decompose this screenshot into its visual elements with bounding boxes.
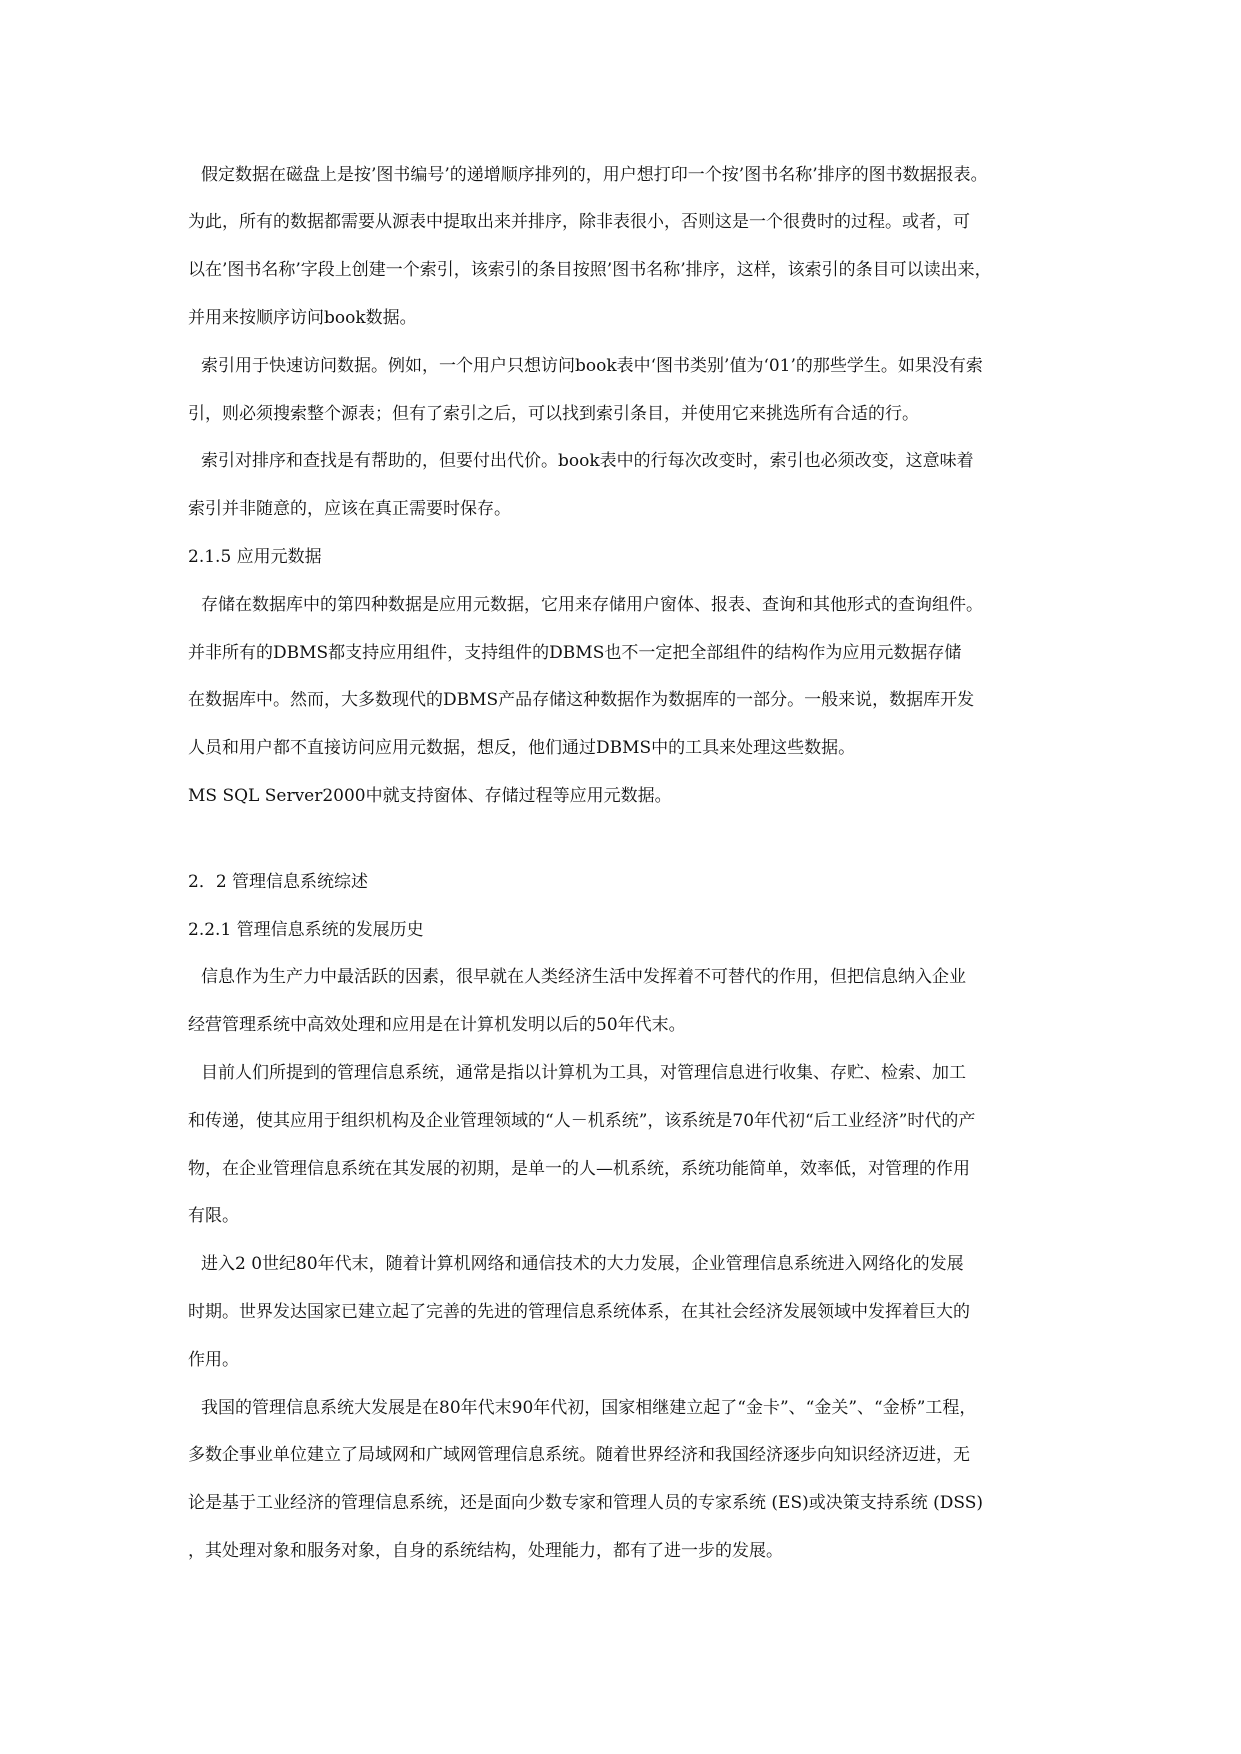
section-heading: 2.1.5 应用元数据: [188, 547, 322, 567]
subsection-heading: 2.2.1 管理信息系统的发展历史: [188, 920, 424, 940]
paragraph-line: 多数企事业单位建立了局域网和广域网管理信息系统。随着世界经济和我国经济逐步向知识经济迈进，无: [188, 1445, 970, 1465]
paragraph-line: 人员和用户都不直接访问应用元数据，想反，他们通过DBMS中的工具来处理这些数据。: [188, 738, 856, 758]
paragraph-line: 时期。世界发达国家已建立起了完善的先进的管理信息系统体系，在其社会经济发展领域中发挥着巨大的: [188, 1302, 970, 1322]
paragraph-line: 假定数据在磁盘上是按’图书编号’的递增顺序排列的，用户想打印一个按’图书名称’排序的图书数据报表。: [201, 165, 988, 185]
paragraph-line: 信息作为生产力中最活跃的因素，很早就在人类经济生活中发挥着不可替代的作用，但把信息纳入企业: [201, 967, 966, 987]
paragraph-line: 引，则必须搜索整个源表；但有了索引之后，可以找到索引条目，并使用它来挑选所有合适的行。: [188, 404, 919, 424]
paragraph-line: 进入2 0世纪80年代末，随着计算机网络和通信技术的大力发展，企业管理信息系统进入网络化的发展: [201, 1254, 964, 1274]
paragraph-line: 并用来按顺序访问book数据。: [188, 308, 417, 328]
paragraph-line: 和传递，使其应用于组织机构及企业管理领域的“人－机系统”，该系统是70年代初“后工业经济”时代的产: [188, 1111, 976, 1131]
paragraph-line: 作用。: [188, 1350, 239, 1370]
paragraph-line: 物，在企业管理信息系统在其发展的初期，是单一的人—机系统，系统功能简单，效率低，对管理的作用: [188, 1159, 970, 1179]
paragraph-line: 索引对排序和查找是有帮助的，但要付出代价。book表中的行每次改变时，索引也必须改变，这意味着: [201, 451, 974, 471]
paragraph-line: 索引用于快速访问数据。例如，一个用户只想访问book表中‘图书类别’值为‘01’的那些学生。如果没有索: [201, 356, 983, 376]
paragraph-line: 存储在数据库中的第四种数据是应用元数据，它用来存储用户窗体、报表、查询和其他形式的查询组件。: [201, 595, 983, 615]
paragraph-line: ，其处理对象和服务对象，自身的系统结构，处理能力，都有了进一步的发展。: [188, 1541, 783, 1561]
paragraph-line: 有限。: [188, 1206, 239, 1226]
paragraph-line: 经营管理系统中高效处理和应用是在计算机发明以后的50年代末。: [188, 1015, 686, 1035]
paragraph-line: 并非所有的DBMS都支持应用组件，支持组件的DBMS也不一定把全部组件的结构作为应用元数据存储: [188, 643, 962, 663]
paragraph-line: 以在’图书名称’字段上创建一个索引，该索引的条目按照’图书名称’排序，这样，该索引的条目可以读出来，: [188, 260, 992, 280]
paragraph-line: 在数据库中。然而，大多数现代的DBMS产品存储这种数据作为数据库的一部分。一般来说，数据库开发: [188, 690, 975, 710]
paragraph-line: 索引并非随意的，应该在真正需要时保存。: [188, 499, 511, 519]
paragraph-line: 目前人们所提到的管理信息系统，通常是指以计算机为工具，对管理信息进行收集、存贮、检索、加工: [201, 1063, 966, 1083]
section-heading: 2．2 管理信息系统综述: [188, 872, 369, 892]
paragraph-line: 我国的管理信息系统大发展是在80年代末90年代初，国家相继建立起了“金卡”、“金关”、“金桥”工程，: [201, 1398, 977, 1418]
paragraph-line: 为此，所有的数据都需要从源表中提取出来并排序，除非表很小，否则这是一个很费时的过程。或者，可: [188, 212, 970, 232]
paragraph-line: 论是基于工业经济的管理信息系统，还是面向少数专家和管理人员的专家系统 (ES)或决策支持系统 (DSS): [188, 1493, 984, 1513]
paragraph-line: MS SQL Server2000中就支持窗体、存储过程等应用元数据。: [188, 786, 672, 806]
